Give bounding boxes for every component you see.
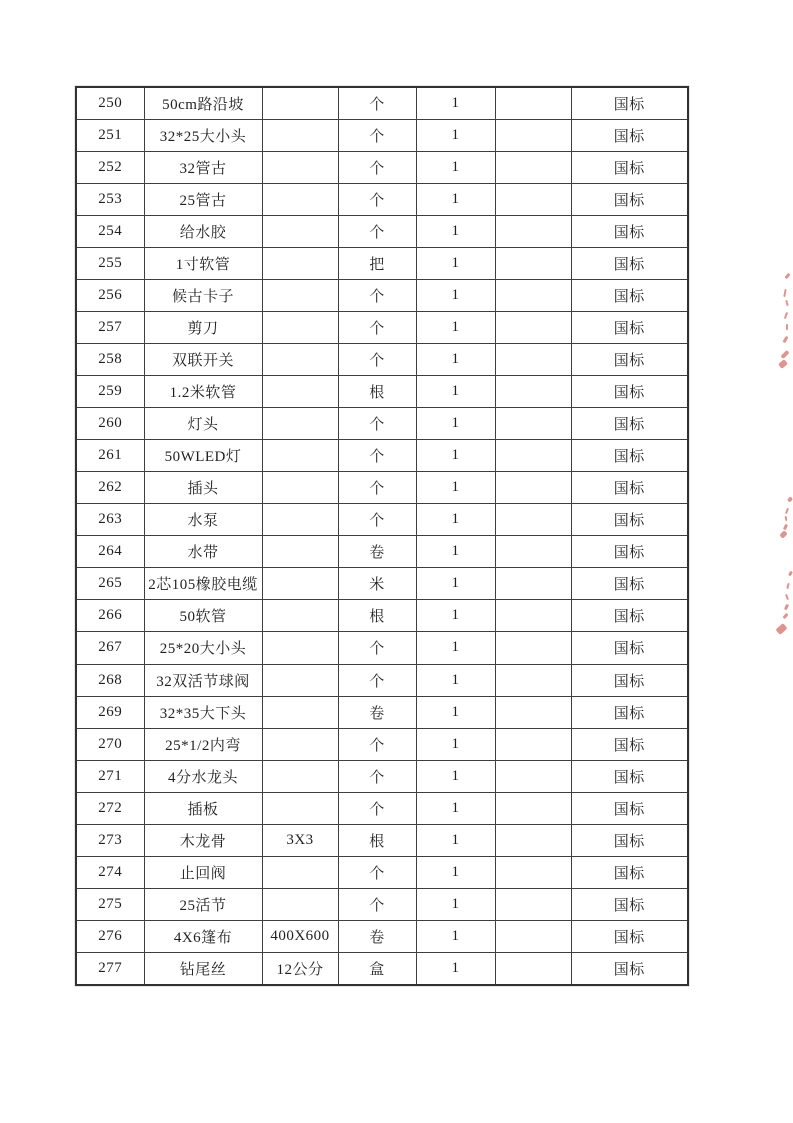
cell-standard: 国标 (571, 760, 688, 792)
cell-qty: 1 (416, 504, 495, 536)
cell-qty: 1 (416, 280, 495, 312)
table-row (76, 696, 688, 728)
cell-spec (262, 344, 338, 376)
cell-qty: 1 (416, 472, 495, 504)
cell-unit: 根 (338, 600, 416, 632)
items-table-body (76, 87, 688, 985)
cell-standard: 国标 (571, 824, 688, 856)
cell-no: 255 (76, 248, 144, 280)
table-row (76, 600, 688, 632)
red-mark (782, 336, 788, 344)
cell-blank (495, 344, 571, 376)
cell-no: 262 (76, 472, 144, 504)
cell-blank (495, 664, 571, 696)
cell-name: 木龙骨 (144, 824, 262, 856)
cell-spec (262, 152, 338, 184)
cell-spec (262, 600, 338, 632)
cell-qty: 1 (416, 632, 495, 664)
cell-spec (262, 408, 338, 440)
cell-qty: 1 (416, 376, 495, 408)
cell-unit: 个 (338, 760, 416, 792)
cell-standard: 国标 (571, 216, 688, 248)
red-mark (784, 604, 789, 611)
cell-qty: 1 (416, 696, 495, 728)
cell-qty: 1 (416, 664, 495, 696)
cell-unit: 个 (338, 216, 416, 248)
cell-no: 261 (76, 440, 144, 472)
cell-standard: 国标 (571, 952, 688, 985)
table-row (76, 216, 688, 248)
table-row (76, 856, 688, 888)
red-mark (787, 496, 793, 502)
cell-standard: 国标 (571, 664, 688, 696)
cell-name: 50cm路沿坡 (144, 87, 262, 120)
table-row (76, 120, 688, 152)
cell-no: 254 (76, 216, 144, 248)
table-row (76, 888, 688, 920)
items-table (75, 86, 689, 986)
cell-unit: 个 (338, 792, 416, 824)
cell-no: 263 (76, 504, 144, 536)
cell-no: 253 (76, 184, 144, 216)
cell-qty: 1 (416, 888, 495, 920)
cell-spec (262, 248, 338, 280)
cell-spec (262, 87, 338, 120)
cell-blank (495, 536, 571, 568)
cell-spec (262, 728, 338, 760)
cell-no: 251 (76, 120, 144, 152)
cell-standard: 国标 (571, 440, 688, 472)
cell-name: 候古卡子 (144, 280, 262, 312)
cell-standard: 国标 (571, 536, 688, 568)
cell-no: 270 (76, 728, 144, 760)
cell-no: 269 (76, 696, 144, 728)
cell-unit: 卷 (338, 920, 416, 952)
cell-name: 给水胶 (144, 216, 262, 248)
cell-qty: 1 (416, 952, 495, 985)
cell-qty: 1 (416, 920, 495, 952)
cell-name: 25活节 (144, 888, 262, 920)
cell-standard: 国标 (571, 792, 688, 824)
table-row (76, 408, 688, 440)
cell-blank (495, 87, 571, 120)
table-row (76, 568, 688, 600)
table-row (76, 472, 688, 504)
cell-standard: 国标 (571, 920, 688, 952)
red-mark (785, 594, 789, 600)
table-row (76, 728, 688, 760)
cell-no: 258 (76, 344, 144, 376)
cell-blank (495, 824, 571, 856)
red-mark (784, 312, 788, 319)
cell-spec (262, 664, 338, 696)
cell-name: 1.2米软管 (144, 376, 262, 408)
cell-unit: 卷 (338, 536, 416, 568)
cell-spec (262, 856, 338, 888)
cell-no: 264 (76, 536, 144, 568)
cell-spec (262, 312, 338, 344)
table-row (76, 504, 688, 536)
cell-blank (495, 280, 571, 312)
cell-no: 252 (76, 152, 144, 184)
cell-qty: 1 (416, 536, 495, 568)
cell-blank (495, 632, 571, 664)
cell-standard: 国标 (571, 600, 688, 632)
cell-blank (495, 888, 571, 920)
red-mark (780, 350, 789, 359)
cell-no: 267 (76, 632, 144, 664)
cell-standard: 国标 (571, 888, 688, 920)
cell-unit: 个 (338, 312, 416, 344)
cell-no: 257 (76, 312, 144, 344)
cell-standard: 国标 (571, 632, 688, 664)
cell-qty: 1 (416, 184, 495, 216)
cell-no: 276 (76, 920, 144, 952)
cell-no: 271 (76, 760, 144, 792)
cell-standard: 国标 (571, 120, 688, 152)
cell-standard: 国标 (571, 87, 688, 120)
cell-unit: 个 (338, 440, 416, 472)
red-mark (778, 359, 788, 369)
cell-blank (495, 792, 571, 824)
table-row (76, 632, 688, 664)
cell-standard: 国标 (571, 312, 688, 344)
cell-name: 50软管 (144, 600, 262, 632)
cell-blank (495, 504, 571, 536)
cell-qty: 1 (416, 856, 495, 888)
cell-spec (262, 536, 338, 568)
cell-name: 2芯105橡胶电缆 (144, 568, 262, 600)
cell-blank (495, 184, 571, 216)
cell-unit: 卷 (338, 696, 416, 728)
cell-qty: 1 (416, 120, 495, 152)
red-mark (785, 516, 788, 521)
cell-name: 32*25大小头 (144, 120, 262, 152)
cell-standard: 国标 (571, 408, 688, 440)
cell-name: 25*1/2内弯 (144, 728, 262, 760)
cell-standard: 国标 (571, 696, 688, 728)
cell-standard: 国标 (571, 504, 688, 536)
cell-unit: 根 (338, 824, 416, 856)
cell-unit: 个 (338, 728, 416, 760)
cell-name: 止回阀 (144, 856, 262, 888)
cell-name: 钻尾丝 (144, 952, 262, 985)
cell-spec (262, 376, 338, 408)
red-mark (775, 623, 787, 635)
red-mark (784, 273, 790, 280)
cell-blank (495, 376, 571, 408)
cell-unit: 个 (338, 120, 416, 152)
cell-name: 32管古 (144, 152, 262, 184)
cell-standard: 国标 (571, 856, 688, 888)
cell-blank (495, 312, 571, 344)
cell-qty: 1 (416, 312, 495, 344)
cell-blank (495, 952, 571, 985)
cell-unit: 米 (338, 568, 416, 600)
cell-spec (262, 120, 338, 152)
cell-unit: 个 (338, 856, 416, 888)
cell-qty: 1 (416, 216, 495, 248)
cell-unit: 把 (338, 248, 416, 280)
cell-qty: 1 (416, 87, 495, 120)
cell-qty: 1 (416, 440, 495, 472)
red-mark (786, 583, 789, 589)
cell-qty: 1 (416, 792, 495, 824)
table-row (76, 312, 688, 344)
table-row (76, 536, 688, 568)
cell-unit: 盒 (338, 952, 416, 985)
cell-standard: 国标 (571, 376, 688, 408)
cell-unit: 个 (338, 280, 416, 312)
cell-spec (262, 280, 338, 312)
cell-no: 275 (76, 888, 144, 920)
cell-blank (495, 856, 571, 888)
cell-name: 水带 (144, 536, 262, 568)
cell-spec (262, 760, 338, 792)
cell-no: 266 (76, 600, 144, 632)
cell-spec (262, 632, 338, 664)
table-row (76, 248, 688, 280)
cell-unit: 个 (338, 632, 416, 664)
cell-spec: 3X3 (262, 824, 338, 856)
cell-no: 260 (76, 408, 144, 440)
cell-no: 259 (76, 376, 144, 408)
red-mark (786, 324, 788, 330)
cell-standard: 国标 (571, 248, 688, 280)
cell-qty: 1 (416, 760, 495, 792)
table-row (76, 664, 688, 696)
cell-qty: 1 (416, 568, 495, 600)
cell-spec (262, 440, 338, 472)
cell-no: 265 (76, 568, 144, 600)
cell-blank (495, 120, 571, 152)
cell-unit: 个 (338, 344, 416, 376)
cell-spec: 12公分 (262, 952, 338, 985)
cell-no: 250 (76, 87, 144, 120)
cell-spec (262, 696, 338, 728)
table-row (76, 952, 688, 985)
cell-blank (495, 472, 571, 504)
table-row (76, 184, 688, 216)
table-row (76, 792, 688, 824)
cell-qty: 1 (416, 600, 495, 632)
cell-standard: 国标 (571, 152, 688, 184)
red-mark (788, 571, 793, 577)
cell-name: 25*20大小头 (144, 632, 262, 664)
table-row (76, 152, 688, 184)
cell-standard: 国标 (571, 344, 688, 376)
cell-no: 274 (76, 856, 144, 888)
cell-name: 剪刀 (144, 312, 262, 344)
cell-name: 32双活节球阀 (144, 664, 262, 696)
cell-name: 4分水龙头 (144, 760, 262, 792)
table-row (76, 440, 688, 472)
cell-name: 50WLED灯 (144, 440, 262, 472)
cell-spec (262, 504, 338, 536)
cell-spec (262, 184, 338, 216)
cell-blank (495, 920, 571, 952)
red-mark (785, 508, 789, 514)
cell-unit: 个 (338, 184, 416, 216)
cell-no: 272 (76, 792, 144, 824)
cell-unit: 个 (338, 888, 416, 920)
cell-standard: 国标 (571, 280, 688, 312)
cell-name: 灯头 (144, 408, 262, 440)
cell-unit: 个 (338, 152, 416, 184)
cell-name: 双联开关 (144, 344, 262, 376)
cell-name: 插板 (144, 792, 262, 824)
cell-blank (495, 408, 571, 440)
cell-qty: 1 (416, 728, 495, 760)
cell-standard: 国标 (571, 728, 688, 760)
cell-name: 25管古 (144, 184, 262, 216)
cell-standard: 国标 (571, 184, 688, 216)
cell-unit: 个 (338, 408, 416, 440)
cell-blank (495, 760, 571, 792)
cell-blank (495, 696, 571, 728)
cell-unit: 个 (338, 664, 416, 696)
cell-qty: 1 (416, 824, 495, 856)
cell-qty: 1 (416, 408, 495, 440)
cell-spec (262, 888, 338, 920)
cell-unit: 个 (338, 87, 416, 120)
table-row (76, 344, 688, 376)
cell-blank (495, 728, 571, 760)
table-row (76, 824, 688, 856)
cell-blank (495, 216, 571, 248)
red-mark (783, 289, 786, 297)
cell-name: 水泵 (144, 504, 262, 536)
cell-qty: 1 (416, 248, 495, 280)
cell-blank (495, 152, 571, 184)
cell-spec (262, 568, 338, 600)
cell-spec (262, 792, 338, 824)
cell-spec (262, 472, 338, 504)
cell-unit: 个 (338, 504, 416, 536)
cell-qty: 1 (416, 152, 495, 184)
cell-name: 32*35大下头 (144, 696, 262, 728)
cell-no: 277 (76, 952, 144, 985)
cell-qty: 1 (416, 344, 495, 376)
cell-spec (262, 216, 338, 248)
cell-blank (495, 248, 571, 280)
table-row (76, 87, 688, 120)
cell-unit: 个 (338, 472, 416, 504)
red-mark (779, 530, 787, 538)
cell-blank (495, 440, 571, 472)
red-mark (783, 524, 788, 531)
table-row (76, 760, 688, 792)
red-mark (782, 613, 788, 620)
cell-spec: 400X600 (262, 920, 338, 952)
cell-unit: 根 (338, 376, 416, 408)
table-row (76, 280, 688, 312)
cell-blank (495, 600, 571, 632)
cell-name: 插头 (144, 472, 262, 504)
cell-no: 273 (76, 824, 144, 856)
table-row (76, 920, 688, 952)
cell-name: 4X6篷布 (144, 920, 262, 952)
red-mark (785, 300, 788, 306)
cell-blank (495, 568, 571, 600)
cell-no: 256 (76, 280, 144, 312)
cell-standard: 国标 (571, 568, 688, 600)
table-row (76, 376, 688, 408)
cell-no: 268 (76, 664, 144, 696)
cell-standard: 国标 (571, 472, 688, 504)
cell-name: 1寸软管 (144, 248, 262, 280)
